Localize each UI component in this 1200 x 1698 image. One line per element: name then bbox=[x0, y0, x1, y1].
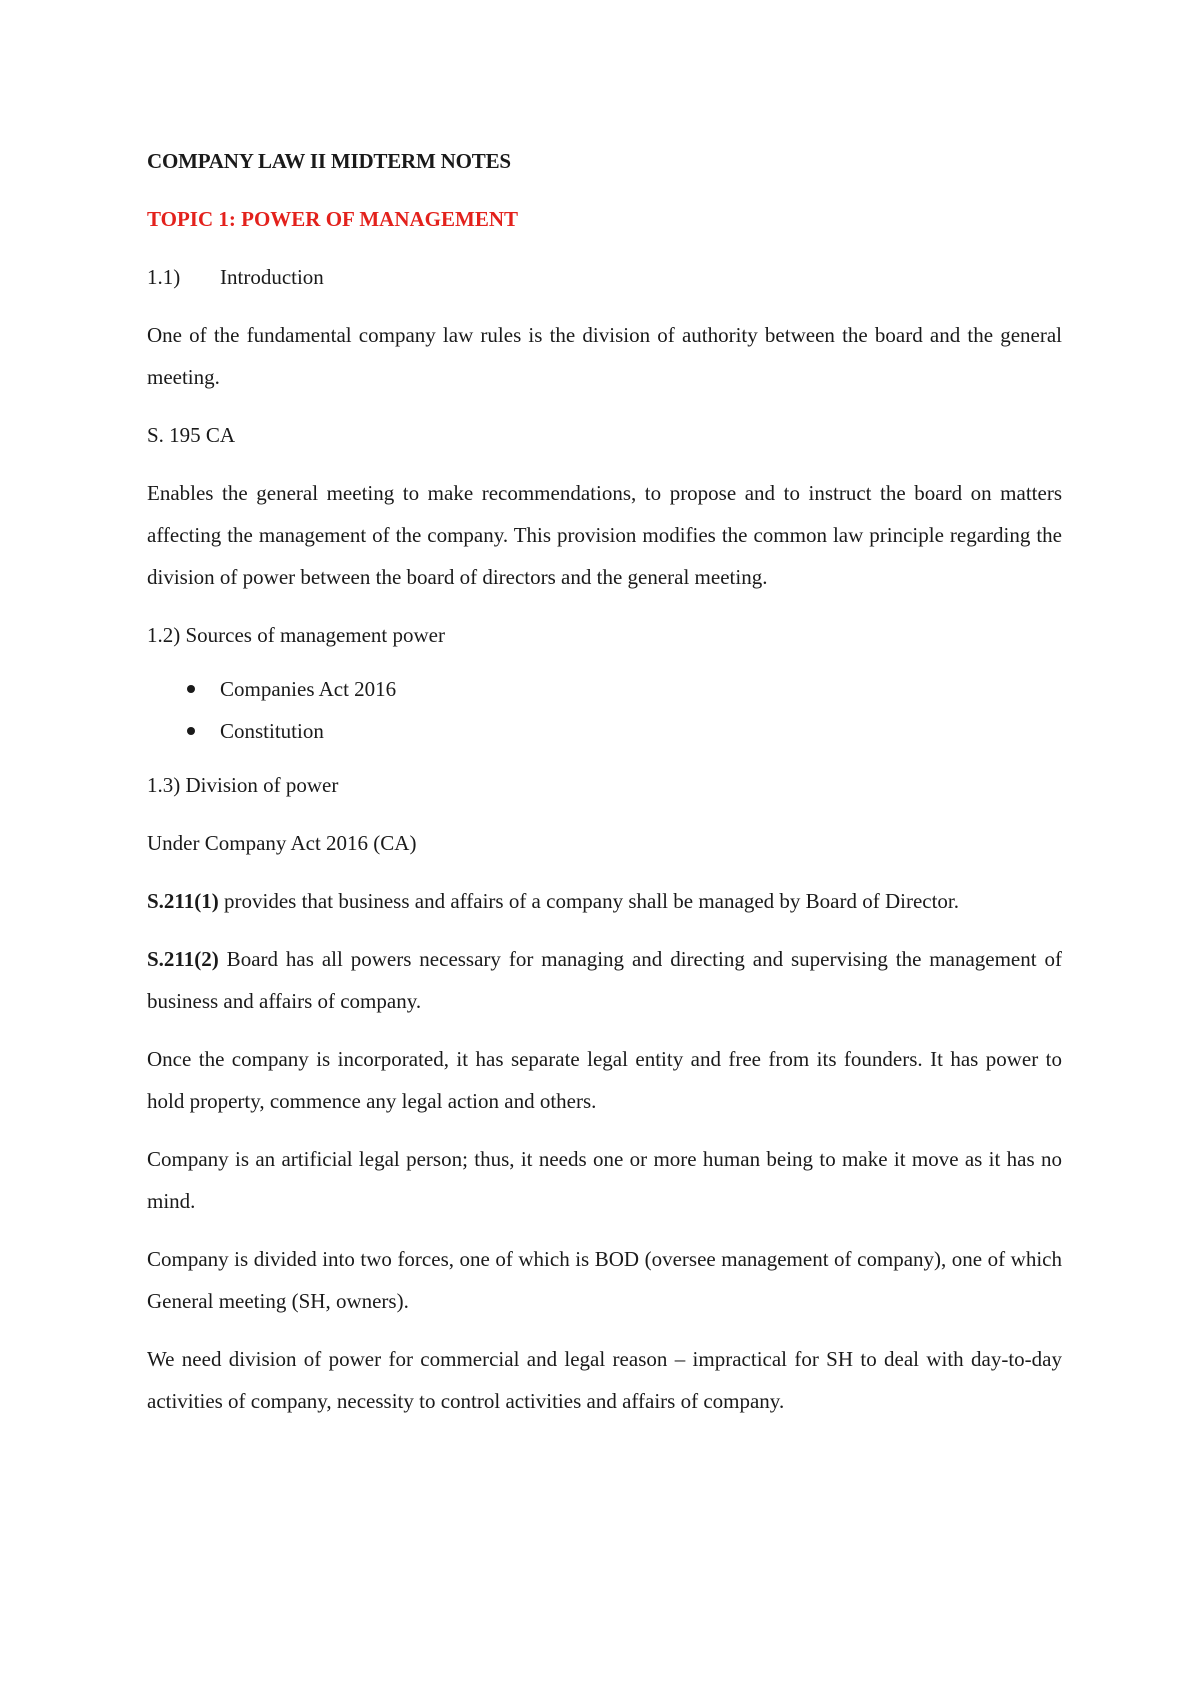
sources-list bbox=[147, 668, 1062, 752]
list-item-text: Constitution bbox=[220, 719, 324, 743]
topic-heading: TOPIC 1: POWER OF MANAGEMENT bbox=[147, 207, 518, 231]
artificial-person-paragraph: Company is an artificial legal person; thus, it needs one or more human being to make it move as it has no mind. bbox=[147, 1147, 1062, 1213]
bullet-icon bbox=[147, 710, 220, 752]
under-ca-line: Under Company Act 2016 (CA) bbox=[147, 831, 417, 855]
intro-paragraph: One of the fundamental company law rules is the division of authority between the board and the general meeting. bbox=[147, 323, 1062, 389]
section-label: Introduction bbox=[220, 265, 324, 289]
two-forces-paragraph: Company is divided into two forces, one of which is BOD (oversee management of company), one of which General meeting (SH, owners). bbox=[147, 1247, 1062, 1313]
s211-1-text: provides that business and affairs of a company shall be managed by Board of Director. bbox=[218, 889, 960, 913]
bullet-icon bbox=[147, 668, 220, 710]
document-title: COMPANY LAW II MIDTERM NOTES bbox=[147, 149, 511, 173]
section-1-3-heading: 1.3) Division of power bbox=[147, 773, 339, 797]
section-1-2-heading: 1.2) Sources of management power bbox=[147, 623, 445, 647]
document-page bbox=[147, 140, 1062, 1438]
incorporated-paragraph: Once the company is incorporated, it has separate legal entity and free from its founders. It has power to hold property, commence any legal action and others. bbox=[147, 1047, 1062, 1113]
s211-2-text: Board has all powers necessary for managing and directing and supervising the management of business and affairs of company. bbox=[147, 947, 1062, 1013]
s195-heading: S. 195 CA bbox=[147, 423, 236, 447]
list-item bbox=[147, 668, 1062, 710]
s195-paragraph: Enables the general meeting to make recommendations, to propose and to instruct the board on matters affecting the management of the company. This provision modifies the common law principle regarding the division of power between the board of directors and the general meeting. bbox=[147, 481, 1062, 589]
s211-1-reference: S.211(1) bbox=[147, 889, 219, 913]
list-item-text: Companies Act 2016 bbox=[220, 677, 397, 701]
list-item bbox=[147, 710, 1062, 752]
s211-1-paragraph bbox=[147, 880, 1062, 922]
s211-2-paragraph bbox=[147, 938, 1062, 1022]
section-1-1-heading bbox=[147, 256, 1062, 298]
need-division-paragraph: We need division of power for commercial and legal reason – impractical for SH to deal with day-to-day activities of company, necessity to control activities and affairs of company. bbox=[147, 1347, 1062, 1413]
section-number: 1.1) bbox=[147, 265, 181, 289]
s211-2-reference: S.211(2) bbox=[147, 947, 219, 971]
